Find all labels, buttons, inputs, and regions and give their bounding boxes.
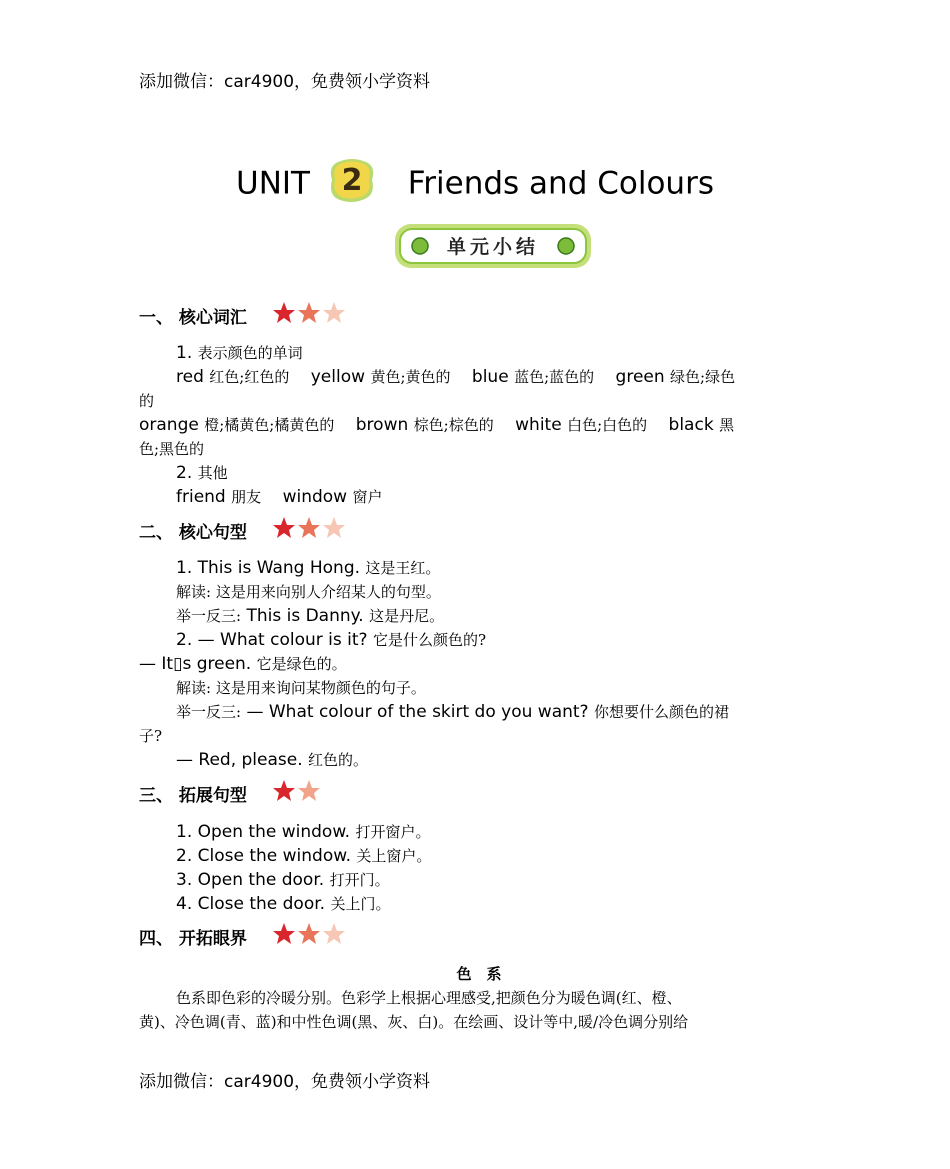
s2-p1: 1. This is Wang Hong. 这是王红。 [176,558,441,578]
rating-stars-icon [271,779,351,805]
s4-paragraph-line2: 黄)、冷色调(青、蓝)和中性色调(黑、灰、白)。在绘画、设计等中,暖/冷色调分别给 [139,1013,689,1031]
unit-summary-badge [393,222,593,270]
s2-p2-example-answer: — Red, please. 红色的。 [176,750,369,770]
s1-vocab-line1: red 红色;红色的 yellow 黄色;黄色的 blue 蓝色;蓝色的 green 绿色;绿色 [176,367,736,387]
s3-item-2: 2. Close the window. 关上窗户。 [176,846,432,866]
s3-item-4: 4. Close the door. 关上门。 [176,894,391,914]
s1-vocab-line2: orange 橙;橘黄色;橘黄色的 brown 棕色;棕色的 white 白色;白色的 black 黑 [139,415,735,435]
s1-vocab-line1-wrap: 的 [139,392,155,410]
s1-others: friend 朋友 window 窗户 [176,487,383,507]
rating-stars-icon [271,922,351,948]
summary-badge-label: 单元小结 [446,236,540,258]
watermark-top: 添加微信：car4900，免费领小学资料 [139,72,431,92]
rating-stars-icon [271,301,351,327]
badge-right-dot [558,238,574,254]
s1-vocab-line2-wrap: 色;黑色的 [139,440,205,458]
s2-p1-note: 解读: 这是用来向别人介绍某人的句型。 [176,583,441,601]
s3-item-1: 1. Open the window. 打开窗户。 [176,822,431,842]
unit-label: UNIT [236,165,310,202]
s2-p1-example: 举一反三: This is Danny. 这是丹尼。 [176,606,445,626]
rating-stars-icon [271,516,351,542]
badge-left-dot [412,238,428,254]
unit-number: 2 [341,162,363,198]
s1-sub2: 2. 其他 [176,463,228,483]
watermark-bottom: 添加微信：car4900，免费领小学资料 [139,1072,431,1092]
section-1-heading: 一、 核心词汇 [139,305,269,331]
s2-p2-example-wrap: 子? [139,727,163,745]
section-4-heading: 四、 开拓眼界 [139,926,269,952]
s2-p2-note: 解读: 这是用来询问某物颜色的句子。 [176,679,426,697]
section-3-heading: 三、 拓展句型 [139,783,269,809]
s2-p2-answer: — It▯s green. 它是绿色的。 [139,654,347,674]
s4-paragraph-line1: 色系即色彩的冷暖分别。色彩学上根据心理感受,把颜色分为暖色调(红、橙、 [176,989,682,1007]
s4-subtitle: 色 系 [456,965,502,983]
s2-p2-example: 举一反三: — What colour of the skirt do you want? 你想要什么颜色的裙 [176,702,729,722]
s1-sub1: 1. 表示颜色的单词 [176,343,303,363]
s3-item-3: 3. Open the door. 打开门。 [176,870,390,890]
unit-title [0,160,950,206]
unit-name: Friends and Colours [407,165,714,202]
section-2-heading: 二、 核心句型 [139,520,269,546]
unit-number-badge [328,156,372,200]
s2-p2: 2. — What colour is it? 它是什么颜色的? [176,630,486,650]
